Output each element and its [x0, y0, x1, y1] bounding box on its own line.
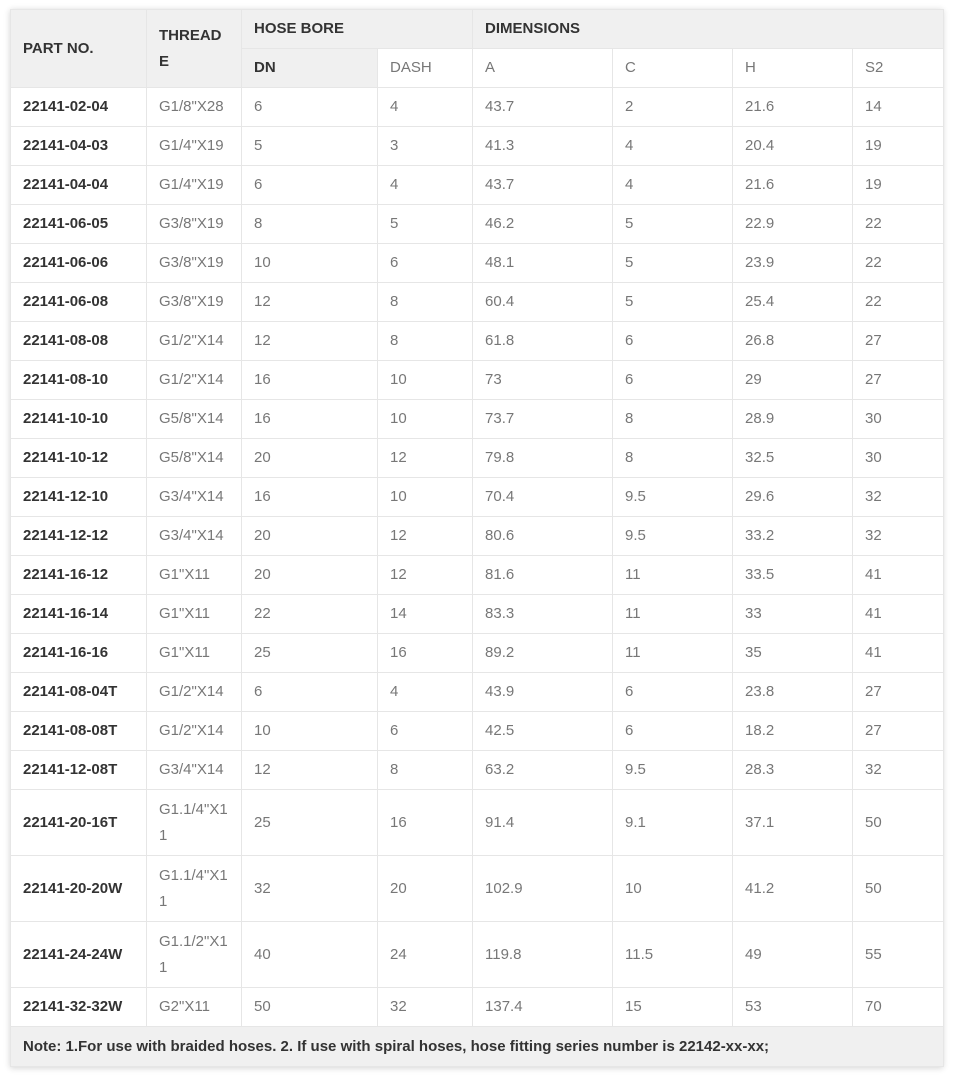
cell-h: 25.4 — [733, 283, 853, 322]
cell-c: 11 — [613, 595, 733, 634]
cell-h: 28.9 — [733, 400, 853, 439]
cell-c: 2 — [613, 88, 733, 127]
header-thread: THREAD E — [147, 10, 242, 88]
cell-dash: 12 — [378, 439, 473, 478]
cell-dn: 8 — [242, 205, 378, 244]
cell-dn: 12 — [242, 751, 378, 790]
cell-s2: 32 — [853, 751, 944, 790]
cell-dash: 12 — [378, 517, 473, 556]
table-row — [11, 322, 944, 361]
cell-c: 6 — [613, 673, 733, 712]
table-row — [11, 283, 944, 322]
cell-thread: G1/4"X19 — [147, 127, 242, 166]
cell-part: 22141-04-03 — [11, 127, 147, 166]
cell-h: 22.9 — [733, 205, 853, 244]
cell-thread: G3/8"X19 — [147, 283, 242, 322]
cell-c: 10 — [613, 856, 733, 922]
cell-s2: 50 — [853, 790, 944, 856]
cell-dash: 4 — [378, 166, 473, 205]
cell-part: 22141-16-12 — [11, 556, 147, 595]
cell-a: 91.4 — [473, 790, 613, 856]
cell-dash: 5 — [378, 205, 473, 244]
cell-part: 22141-06-05 — [11, 205, 147, 244]
cell-a: 70.4 — [473, 478, 613, 517]
cell-h: 29.6 — [733, 478, 853, 517]
cell-dash: 6 — [378, 244, 473, 283]
cell-s2: 27 — [853, 361, 944, 400]
table-row — [11, 751, 944, 790]
cell-dn: 5 — [242, 127, 378, 166]
cell-part: 22141-20-20W — [11, 856, 147, 922]
cell-a: 43.7 — [473, 88, 613, 127]
cell-part: 22141-12-12 — [11, 517, 147, 556]
table-row — [11, 88, 944, 127]
cell-dash: 8 — [378, 322, 473, 361]
cell-dash: 6 — [378, 712, 473, 751]
cell-c: 4 — [613, 166, 733, 205]
cell-h: 32.5 — [733, 439, 853, 478]
cell-part: 22141-16-16 — [11, 634, 147, 673]
table-row — [11, 922, 944, 988]
header-dash: DASH — [378, 49, 473, 88]
cell-dn: 10 — [242, 244, 378, 283]
cell-dn: 12 — [242, 322, 378, 361]
cell-s2: 41 — [853, 595, 944, 634]
cell-h: 37.1 — [733, 790, 853, 856]
cell-a: 46.2 — [473, 205, 613, 244]
cell-thread: G3/4"X14 — [147, 751, 242, 790]
cell-h: 53 — [733, 988, 853, 1027]
cell-dn: 6 — [242, 88, 378, 127]
cell-c: 9.1 — [613, 790, 733, 856]
cell-dn: 32 — [242, 856, 378, 922]
cell-c: 9.5 — [613, 478, 733, 517]
cell-c: 5 — [613, 244, 733, 283]
cell-dash: 24 — [378, 922, 473, 988]
cell-thread: G3/8"X19 — [147, 244, 242, 283]
cell-dash: 20 — [378, 856, 473, 922]
cell-c: 5 — [613, 205, 733, 244]
cell-a: 79.8 — [473, 439, 613, 478]
cell-c: 11 — [613, 634, 733, 673]
cell-dn: 20 — [242, 556, 378, 595]
cell-part: 22141-10-10 — [11, 400, 147, 439]
cell-dn: 25 — [242, 634, 378, 673]
table-row — [11, 205, 944, 244]
cell-a: 137.4 — [473, 988, 613, 1027]
cell-dash: 14 — [378, 595, 473, 634]
cell-dn: 6 — [242, 166, 378, 205]
cell-c: 8 — [613, 439, 733, 478]
header-dimensions: DIMENSIONS — [473, 10, 944, 49]
cell-dash: 4 — [378, 673, 473, 712]
cell-c: 8 — [613, 400, 733, 439]
cell-dn: 20 — [242, 439, 378, 478]
cell-dn: 10 — [242, 712, 378, 751]
cell-h: 33 — [733, 595, 853, 634]
cell-c: 15 — [613, 988, 733, 1027]
cell-a: 43.7 — [473, 166, 613, 205]
cell-thread: G3/4"X14 — [147, 517, 242, 556]
cell-h: 33.2 — [733, 517, 853, 556]
cell-a: 83.3 — [473, 595, 613, 634]
cell-c: 6 — [613, 322, 733, 361]
cell-dash: 10 — [378, 361, 473, 400]
cell-part: 22141-08-08 — [11, 322, 147, 361]
table-row — [11, 400, 944, 439]
cell-dash: 10 — [378, 400, 473, 439]
cell-dn: 16 — [242, 478, 378, 517]
cell-dn: 25 — [242, 790, 378, 856]
cell-s2: 27 — [853, 673, 944, 712]
cell-a: 73.7 — [473, 400, 613, 439]
cell-thread: G1.1/4"X11 — [147, 856, 242, 922]
cell-h: 28.3 — [733, 751, 853, 790]
cell-thread: G1/2"X14 — [147, 361, 242, 400]
cell-part: 22141-24-24W — [11, 922, 147, 988]
cell-thread: G1/2"X14 — [147, 712, 242, 751]
table-row — [11, 127, 944, 166]
cell-s2: 41 — [853, 634, 944, 673]
cell-s2: 19 — [853, 166, 944, 205]
cell-part: 22141-08-04T — [11, 673, 147, 712]
spec-table-card — [10, 9, 943, 1067]
cell-dash: 3 — [378, 127, 473, 166]
cell-h: 23.8 — [733, 673, 853, 712]
cell-a: 60.4 — [473, 283, 613, 322]
cell-dn: 16 — [242, 361, 378, 400]
cell-part: 22141-16-14 — [11, 595, 147, 634]
cell-h: 35 — [733, 634, 853, 673]
table-row — [11, 856, 944, 922]
cell-c: 11.5 — [613, 922, 733, 988]
cell-a: 61.8 — [473, 322, 613, 361]
cell-s2: 50 — [853, 856, 944, 922]
cell-h: 18.2 — [733, 712, 853, 751]
cell-s2: 30 — [853, 439, 944, 478]
cell-part: 22141-12-08T — [11, 751, 147, 790]
cell-h: 23.9 — [733, 244, 853, 283]
cell-part: 22141-02-04 — [11, 88, 147, 127]
table-row — [11, 166, 944, 205]
cell-dash: 8 — [378, 751, 473, 790]
cell-c: 5 — [613, 283, 733, 322]
cell-h: 26.8 — [733, 322, 853, 361]
table-row — [11, 556, 944, 595]
cell-thread: G1/4"X19 — [147, 166, 242, 205]
cell-h: 20.4 — [733, 127, 853, 166]
cell-s2: 32 — [853, 478, 944, 517]
cell-thread: G1/8"X28 — [147, 88, 242, 127]
cell-part: 22141-20-16T — [11, 790, 147, 856]
cell-thread: G1"X11 — [147, 595, 242, 634]
cell-a: 42.5 — [473, 712, 613, 751]
header-dn: DN — [242, 49, 378, 88]
cell-a: 43.9 — [473, 673, 613, 712]
cell-h: 21.6 — [733, 88, 853, 127]
cell-h: 33.5 — [733, 556, 853, 595]
table-row — [11, 673, 944, 712]
cell-thread: G1.1/4"X11 — [147, 790, 242, 856]
cell-thread: G5/8"X14 — [147, 439, 242, 478]
cell-a: 102.9 — [473, 856, 613, 922]
table-row — [11, 244, 944, 283]
cell-dn: 22 — [242, 595, 378, 634]
header-h: H — [733, 49, 853, 88]
table-row — [11, 478, 944, 517]
cell-thread: G1/2"X14 — [147, 322, 242, 361]
cell-a: 119.8 — [473, 922, 613, 988]
cell-h: 29 — [733, 361, 853, 400]
cell-dn: 12 — [242, 283, 378, 322]
cell-dn: 40 — [242, 922, 378, 988]
header-s2: S2 — [853, 49, 944, 88]
cell-thread: G1.1/2"X11 — [147, 922, 242, 988]
cell-s2: 22 — [853, 283, 944, 322]
cell-dash: 32 — [378, 988, 473, 1027]
header-a: A — [473, 49, 613, 88]
cell-c: 9.5 — [613, 517, 733, 556]
cell-thread: G3/4"X14 — [147, 478, 242, 517]
cell-s2: 14 — [853, 88, 944, 127]
cell-s2: 19 — [853, 127, 944, 166]
cell-a: 41.3 — [473, 127, 613, 166]
cell-dash: 16 — [378, 790, 473, 856]
cell-c: 4 — [613, 127, 733, 166]
cell-s2: 27 — [853, 712, 944, 751]
cell-part: 22141-08-10 — [11, 361, 147, 400]
note-row — [11, 1027, 944, 1067]
cell-thread: G1"X11 — [147, 556, 242, 595]
cell-part: 22141-06-08 — [11, 283, 147, 322]
cell-s2: 27 — [853, 322, 944, 361]
table-row — [11, 634, 944, 673]
cell-s2: 32 — [853, 517, 944, 556]
table-row — [11, 439, 944, 478]
cell-s2: 70 — [853, 988, 944, 1027]
cell-dn: 50 — [242, 988, 378, 1027]
cell-dn: 20 — [242, 517, 378, 556]
table-row — [11, 712, 944, 751]
cell-dn: 6 — [242, 673, 378, 712]
cell-dash: 4 — [378, 88, 473, 127]
cell-s2: 22 — [853, 244, 944, 283]
table-row — [11, 988, 944, 1027]
cell-s2: 41 — [853, 556, 944, 595]
header-c: C — [613, 49, 733, 88]
cell-dn: 16 — [242, 400, 378, 439]
cell-h: 41.2 — [733, 856, 853, 922]
table-row — [11, 595, 944, 634]
cell-part: 22141-04-04 — [11, 166, 147, 205]
cell-part: 22141-32-32W — [11, 988, 147, 1027]
header-row-primary — [11, 10, 944, 49]
cell-h: 21.6 — [733, 166, 853, 205]
cell-thread: G3/8"X19 — [147, 205, 242, 244]
cell-part: 22141-10-12 — [11, 439, 147, 478]
cell-c: 6 — [613, 361, 733, 400]
cell-part: 22141-06-06 — [11, 244, 147, 283]
cell-part: 22141-12-10 — [11, 478, 147, 517]
cell-thread: G2"X11 — [147, 988, 242, 1027]
cell-a: 89.2 — [473, 634, 613, 673]
cell-dash: 10 — [378, 478, 473, 517]
cell-thread: G1"X11 — [147, 634, 242, 673]
cell-h: 49 — [733, 922, 853, 988]
cell-c: 6 — [613, 712, 733, 751]
cell-s2: 55 — [853, 922, 944, 988]
header-hose-bore: HOSE BORE — [242, 10, 473, 49]
spec-table — [10, 9, 944, 1067]
table-row — [11, 517, 944, 556]
cell-a: 81.6 — [473, 556, 613, 595]
cell-dash: 12 — [378, 556, 473, 595]
cell-a: 80.6 — [473, 517, 613, 556]
table-row — [11, 361, 944, 400]
cell-c: 9.5 — [613, 751, 733, 790]
cell-s2: 30 — [853, 400, 944, 439]
cell-thread: G5/8"X14 — [147, 400, 242, 439]
table-body — [11, 88, 944, 1027]
header-part-no: PART NO. — [11, 10, 147, 88]
cell-dash: 16 — [378, 634, 473, 673]
cell-s2: 22 — [853, 205, 944, 244]
cell-c: 11 — [613, 556, 733, 595]
cell-part: 22141-08-08T — [11, 712, 147, 751]
cell-a: 48.1 — [473, 244, 613, 283]
table-row — [11, 790, 944, 856]
cell-dash: 8 — [378, 283, 473, 322]
cell-thread: G1/2"X14 — [147, 673, 242, 712]
cell-a: 63.2 — [473, 751, 613, 790]
table-note: Note: 1.For use with braided hoses. 2. If use with spiral hoses, hose fitting series number is 22142-xx-xx; — [11, 1027, 944, 1067]
cell-a: 73 — [473, 361, 613, 400]
